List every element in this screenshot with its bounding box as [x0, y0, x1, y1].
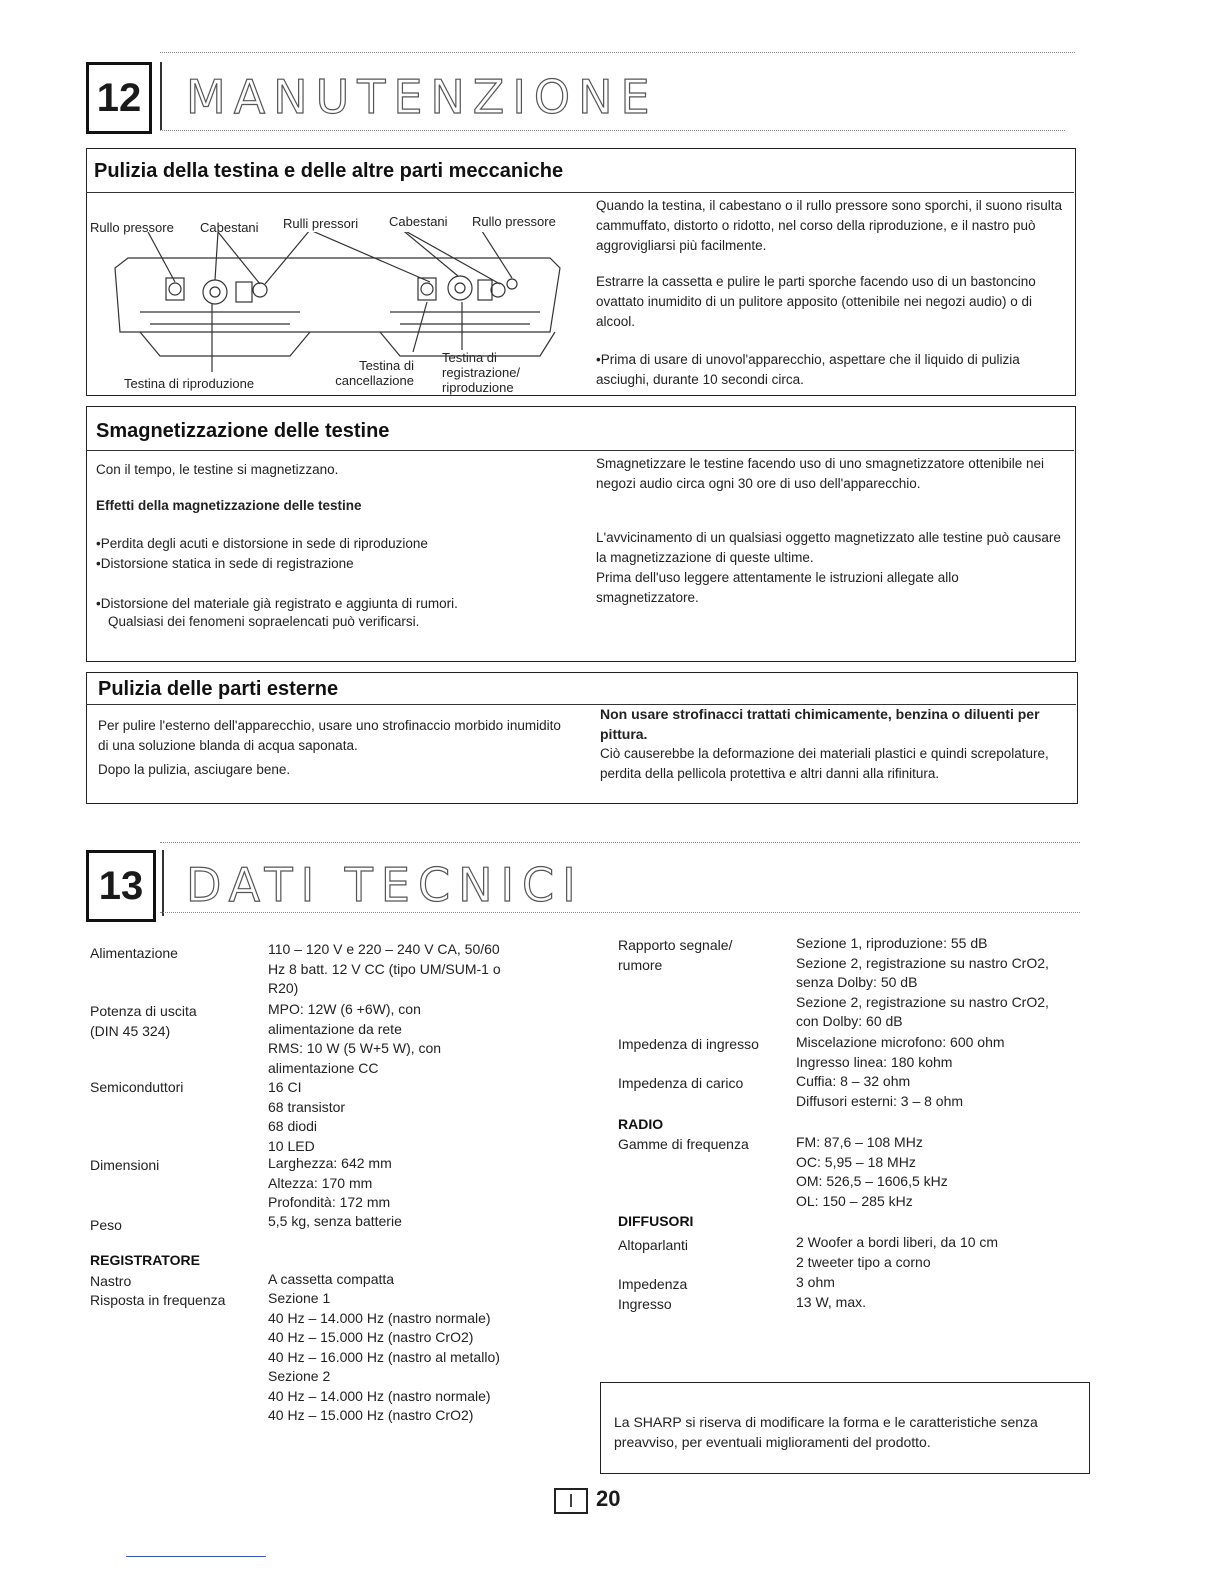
section-13-title: DATI TECNICI: [186, 858, 584, 912]
section-13-title-frame: [162, 850, 164, 916]
external-warning: Non usare strofinacci trattati chimicamente, benzina o diluenti per pittura.: [600, 706, 1040, 742]
spec-impedenza-carico-value: Cuffia: 8 – 32 ohm Diffusori esterni: 3 – 8 ohm: [796, 1073, 964, 1109]
spec-radio-heading: RADIO: [618, 1116, 664, 1132]
spec-altoparlanti-value: 2 Woofer a bordi liberi, da 10 cm 2 tweeter tipo a corno: [796, 1234, 999, 1270]
spec-impedenza-ingresso-value: Miscelazione microfono: 600 ohm Ingresso linea: 180 kohm: [796, 1034, 1005, 1070]
spec-gamme-value: FM: 87,6 – 108 MHz OC: 5,95 – 18 MHz OM: 526,5 – 1606,5 kHz OL: 150 – 285 kHz: [796, 1134, 948, 1209]
spec-impedenza-carico-label: Impedenza di carico: [618, 1075, 744, 1091]
demag-bullet-2: • Distorsione statica in sede di registrazione: [96, 554, 576, 574]
section-12-title-frame: [160, 62, 162, 130]
spec-nastro-value: A cassetta compatta: [268, 1271, 395, 1287]
external-left-2: Dopo la pulizia, asciugare bene.: [98, 762, 291, 777]
head-cleaning-title: Pulizia della testina e delle altre parti meccaniche: [94, 160, 564, 182]
demag-bullet-1: • Perdita degli acuti e distorsione in sede di riproduzione: [96, 534, 576, 554]
demag-title-rule: [86, 450, 1074, 451]
spec-dimensioni-value: Larghezza: 642 mm Altezza: 170 mm Profondità: 172 mm: [268, 1155, 392, 1210]
spec-peso-label: Peso: [90, 1217, 122, 1233]
spec-potenza-value: MPO: 12W (6 +6W), con alimentazione da rete RMS: 10 W (5 W+5 W), con alimentazione CC: [268, 1001, 442, 1076]
spec-gamme-label: Gamme di frequenza: [618, 1136, 749, 1152]
spec-risposta-value: Sezione 1 40 Hz – 14.000 Hz (nastro normale) 40 Hz – 15.000 Hz (nastro CrO2) 40 Hz – 16.000 Hz (nastro al metallo) Sezione 2 40 Hz – 14.000 Hz (nastro normale) 40 Hz – 15.000 Hz (nastro CrO2): [268, 1290, 500, 1423]
label-rullo-pressore-left: Rullo pressore: [90, 220, 174, 235]
footer-page-number: 20: [596, 1486, 621, 1511]
spec-potenza-label: Potenza di uscita (DIN 45 324): [90, 1003, 197, 1039]
section-13-number: 13: [86, 850, 156, 922]
external-right: Ciò causerebbe la deformazione dei materiali plastici e quindi screpolature, perdita della pellicola protettiva e altri danni alla rifinitura.: [600, 746, 1049, 781]
section-13-dotted-rule: [160, 912, 1080, 913]
spec-impedenza-value: 3 ohm 13 W, max.: [796, 1274, 867, 1310]
label-testina-cancellazione: Testina di cancellazione: [335, 358, 414, 388]
spec-rapporto-value: Sezione 1, riproduzione: 55 dB Sezione 2, registrazione su nastro CrO2, senza Dolby: 50 dB Sezione 2, registrazione su nastro CrO2, con Dolby: 60 dB: [796, 935, 1049, 1029]
external-left-1: Per pulire l'esterno dell'apparecchio, usare uno strofinaccio morbido inumidito di una soluzione blanda di acqua saponata.: [98, 718, 561, 753]
spec-risposta-label: Risposta in frequenza: [90, 1292, 226, 1308]
spec-alimentazione-value: 110 – 120 V e 220 – 240 V CA, 50/60 Hz 8 batt. 12 V CC (tipo UM/SUM-1 o R20): [268, 941, 501, 996]
demag-note: Qualsiasi dei fenomeni sopraelencati può verificarsi.: [108, 614, 420, 629]
spec-nastro-label: Nastro: [90, 1273, 132, 1289]
top-dotted-rule: [160, 52, 1075, 53]
section-12-title: MANUTENZIONE: [186, 70, 658, 124]
head-cleaning-para2: Estrarre la cassetta e pulire le parti sporche facendo uso di un bastoncino ovattato inumidito di un pulitore apposito (ottenibile nei negozi audio) o di alcool.: [596, 274, 1036, 329]
demag-right-1: Smagnetizzare le testine facendo uso di uno smagnetizzatore ottenibile nei negozi audio circa ogni 30 ore di uso dell'apparecchio.: [596, 456, 1045, 491]
spec-semiconduttori-value: 16 CI 68 transistor 68 diodi 10 LED: [268, 1079, 346, 1154]
section-13-top-dotted-rule: [160, 842, 1080, 843]
spec-dimensioni-label: Dimensioni: [90, 1157, 160, 1173]
demag-effects-title: Effetti della magnetizzazione delle testine: [96, 498, 362, 513]
spec-diffusori-heading: DIFFUSORI: [618, 1213, 694, 1229]
label-rullo-pressore-right: Rullo pressore: [472, 214, 556, 229]
spec-rapporto-label: Rapporto segnale/ rumore: [618, 937, 733, 973]
label-cabestani-left: Cabestani: [200, 220, 259, 235]
footer-lang-box: I: [554, 1488, 588, 1514]
section-12-dotted-rule: [160, 130, 1065, 131]
label-cabestani-right: Cabestani: [389, 214, 448, 229]
spec-alimentazione-label: Alimentazione: [90, 945, 178, 961]
demag-title: Smagnetizzazione delle testine: [96, 420, 390, 442]
notice-text: La SHARP si riserva di modificare la forma e le caratteristiche senza preavviso, per eventuali miglioramenti del prodotto.: [614, 1414, 1038, 1450]
head-cleaning-title-rule: [86, 192, 1074, 193]
spec-semiconduttori-label: Semiconduttori: [90, 1079, 184, 1095]
tape-mechanism-diagram: [100, 232, 570, 372]
demag-intro: Con il tempo, le testine si magnetizzano.: [96, 462, 339, 477]
spec-registratore-heading: REGISTRATORE: [90, 1252, 200, 1268]
demag-bullet-3: • Distorsione del materiale già registrato e aggiunta di rumori.: [96, 594, 576, 614]
label-rulli-pressori: Rulli pressori: [283, 216, 359, 231]
label-testina-riproduzione: Testina di riproduzione: [124, 376, 255, 391]
spec-altoparlanti-label: Altoparlanti: [618, 1237, 689, 1253]
external-title: Pulizia delle parti esterne: [98, 678, 339, 700]
section-12-number: 12: [86, 62, 152, 134]
label-testina-registrazione: Testina di registrazione/ riproduzione: [442, 350, 521, 395]
spec-impedenza-label: Impedenza Ingresso: [618, 1276, 688, 1312]
spec-impedenza-ingresso-label: Impedenza di ingresso: [618, 1036, 759, 1052]
head-cleaning-bullet: • Prima di usare di unovol'apparecchio, aspettare che il liquido di pulizia asciughi, durante 10 secondi circa.: [596, 350, 1062, 390]
spec-peso-value: 5,5 kg, senza batterie: [268, 1213, 402, 1229]
head-cleaning-para1: Quando la testina, il cabestano o il rullo pressore sono sporchi, il suono risulta cammuffato, distorto o ridotto, nel corso della riproduzione, e il nastro può aggrovigliarsi più facilmente.: [596, 198, 1063, 253]
bottom-rule: [126, 1556, 266, 1557]
demag-right-3: Prima dell'uso leggere attentamente le istruzioni allegate allo smagnetizzatore.: [596, 570, 959, 605]
demag-right-2: L'avvicinamento di un qualsiasi oggetto magnetizzato alle testine può causare la magnetizzazione di queste ultime.: [596, 530, 1061, 565]
